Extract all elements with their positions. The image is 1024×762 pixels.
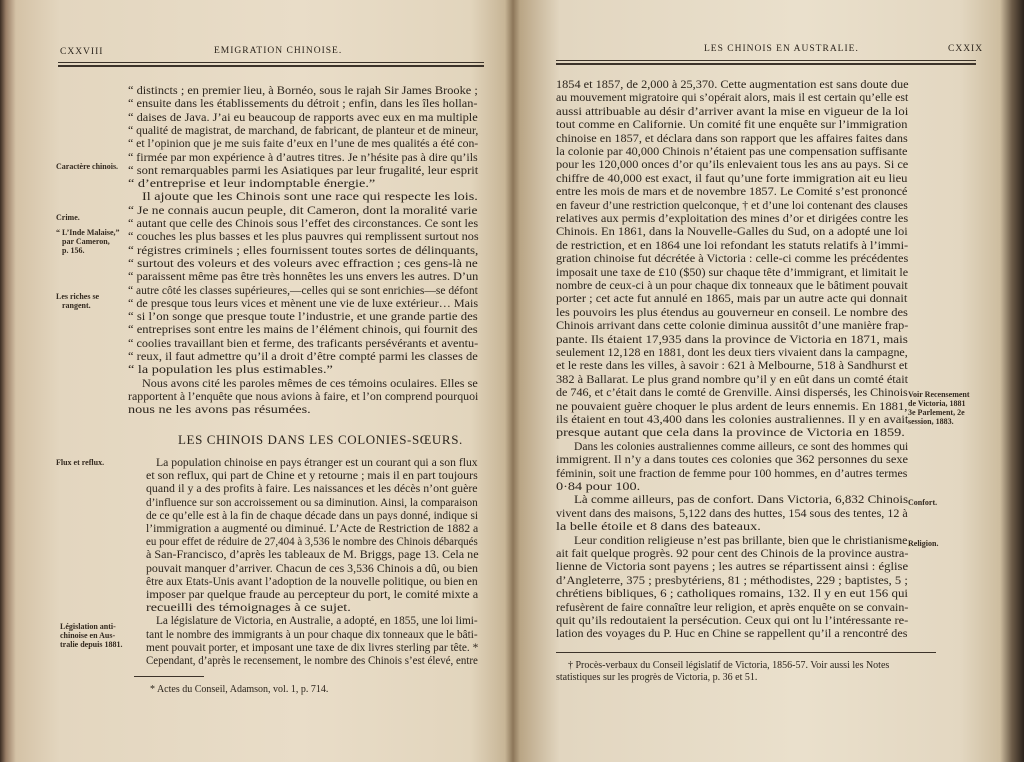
text-line: pour les 120,000 onces d’or qu’ils enlevaient tous les ans au pays. Si ce [556, 159, 909, 172]
text-line: “ couches les plus basses et les plus pauvres qui remplissent surtout nos [128, 231, 479, 244]
text-line: imposer par quelque fraude au percepteur du port, le comité mixte a [146, 589, 479, 601]
section-title: LES CHINOIS DANS LES COLONIES-SŒURS. [178, 432, 463, 447]
left-page-number: CXXVIII [60, 47, 104, 57]
text-line: chinoise en 1857, et déclara dans son rapport que les affaires faites dans [556, 132, 908, 145]
text-line: tant le nombre des immigrants à un pour chaque dix tonneaux que le bâti- [146, 628, 478, 641]
text-line: La législature de Victoria, en Australie, a adopté, en 1855, une loi limi- [156, 615, 478, 628]
text-line: imposait une taxe de £10 ($50) sur chaque tête d’immigrant, et limitait le [556, 266, 909, 279]
right-page [512, 0, 1024, 762]
right-header-rule-double [556, 63, 976, 65]
text-line: entre les mois de mars et de novembre 1857. Le Comité s’est prononcé [556, 186, 908, 199]
margin-note-inde-3: p. 156. [62, 246, 85, 255]
margin-note-voir-3: 3e Parlement, 2e [908, 408, 965, 417]
text-line: la belle étoile et 8 dans des bateaux. [556, 521, 761, 534]
margin-note-legis-2: chinoise en Aus- [60, 631, 116, 640]
text-line: pante. Ils étaient 17,935 dans la province de Victoria en 1871, mais [556, 333, 908, 346]
text-line: “ si l’on songe que presque toute l’industrie, et une grande partie des [128, 311, 478, 324]
text-line: lation des voyages du P. Huc en Chine se rappellent qu’il a rencontré des [556, 628, 908, 641]
text-line: la colonie par 40,000 Chinois n’étaient pas une compensation suffisante [556, 146, 908, 158]
text-line: 382 à Ballarat. Le plus grand nombre qu’il y en eût dans un comté était [556, 373, 909, 386]
margin-note-legis-1: Législation anti- [60, 622, 116, 631]
margin-note-voir-1: Voir Recensement [908, 390, 970, 399]
text-line: quit qu’ils redoutaient la persécution. Ceux qui ont lu l’intéressante re- [556, 615, 909, 627]
text-line: chrétiens bibliques, 6 ; catholiques romains, 132. Il y en eut 156 qui [556, 588, 909, 601]
margin-note-inde-1: “ L’Inde Malaise,” [56, 228, 120, 237]
text-line: “ qualité de magistrat, de marchand, de fabricant, de planteur et de mineur, [128, 124, 479, 137]
text-line: les pouvoirs les plus étendus au gouverneur en conseil. Le nombre des [556, 306, 908, 319]
text-line: d’Angleterre, 375 ; presbytériens, 81 ; méthodistes, 229 ; baptistes, 5 ; [556, 574, 908, 587]
margin-note-inde-2: par Cameron, [62, 237, 110, 246]
margin-note-riches-2: rangent. [62, 301, 91, 310]
text-line: être aux Etats-Unis avant l’adoption de la nouvelle politique, ou bien en [146, 575, 478, 588]
text-line: Cependant, d’après le recensement, le nombre des Chinois s’est élevé, entre [146, 655, 478, 667]
text-line: 0·84 pour 100. [556, 481, 641, 493]
text-line: “ et l’opinion que je me suis faite d’eux en l’une de mes qualités a été con- [128, 138, 479, 151]
margin-note-religion: Religion. [908, 539, 939, 548]
text-line: à San-Francisco, d’après les tableaux de M. Briggs, page 13. Cela ne [146, 549, 479, 562]
text-line: quand il y a des profits à faire. Les naissances et les décès n’ont guère [146, 483, 478, 496]
margin-note-legis-3: tralie depuis 1881. [60, 640, 123, 649]
text-line: refusèrent de faire connaître leur religion, et après enquête on se convain- [556, 601, 909, 614]
text-line: La population chinoise en pays étranger est un courant qui a son flux [156, 457, 478, 469]
text-line: “ distincts ; en premier lieu, à Bornéo, sous le rajah Sir James Brooke ; [128, 85, 478, 97]
text-line: de restriction, et en 1864 une loi refondant les statuts relatifs à l’immi- [556, 239, 909, 252]
text-line: au mouvement migratoire qui s’opérait alors, mais il est certain qu’elle est [556, 92, 909, 105]
text-line: rapportent à l’enquête que nous avions à faire, et l’on comprend pourquoi [128, 390, 479, 403]
text-line: ment pouvait porter, et imposant une taxe de dix livres sterling par tête. * [146, 641, 479, 654]
text-line: 1854 et 1857, de 2,000 à 25,370. Cette augmentation est sans doute due [556, 79, 909, 91]
text-line: ait fait quelque progrès. 92 pour cent des Chinois de la province austra- [556, 548, 909, 560]
text-line: Dans les colonies australiennes comme ailleurs, ce sont des hommes qui [574, 440, 909, 453]
margin-note-flux: Flux et reflux. [56, 458, 105, 467]
text-line: “ autre côté les classes supérieures,—celles qui se sont enrichies—se défont [128, 284, 478, 297]
text-line: lienne de Victoria sont payens ; les autres se répartissent ainsi : église [556, 561, 909, 574]
text-line: Chinois arrivant dans cette colonie diminua aussitôt d’une manière frap- [556, 320, 909, 333]
right-page-number: CXXIX [948, 44, 984, 54]
text-line: “ firmée par mon expérience à d’autres titres. Je n’hésite pas à dire qu’ils [128, 151, 478, 164]
text-line: d’influence sur son accroissement ou sa diminution. Ainsi, la comparaison [146, 496, 478, 509]
left-footnote: * Actes du Conseil, Adamson, vol. 1, p. 714. [150, 684, 329, 695]
right-header-rule [556, 60, 976, 61]
text-line: gration chinoise fut décrétée à Victoria : celle-ci comme les précédentes [556, 253, 909, 266]
text-line: “ reux, il faut admettre qu’il a droit d’être compté parmi les classes de [128, 351, 478, 363]
text-line: “ coolies travaillant bien et ferme, des traficants persévérants et aventu- [128, 337, 479, 350]
text-line: relatives aux permis d’exploitation des mines d’or et dirigées contre les [556, 213, 909, 225]
text-line: “ sont remarquables parmi les Asiatiques par leur frugalité, leur esprit [128, 164, 479, 177]
text-line: de 746, et c’était dans le comté de Grenville. Ainsi dispersés, les Chinois [556, 387, 908, 400]
text-line: vivent dans des maisons, 5,122 dans des huttes, 154 sous des tentes, 12 à [556, 507, 908, 520]
left-footnote-rule [134, 676, 204, 677]
text-line: “ d’entreprise et leur indomptable énergie.” [128, 178, 376, 191]
right-footnote-2: statistiques sur les progrès de Victoria, p. 36 et 51. [556, 672, 758, 683]
text-line: chiffre de 40,000 est exact, il faut qu’une forte immigration ait eu lieu [556, 172, 908, 185]
text-line: Chinois. En 1861, dans la Nouvelle-Galles du Sud, on a adopté une loi [556, 226, 908, 239]
left-header-rule [58, 62, 484, 63]
text-line: “ Je ne connais aucun peuple, dit Cameron, dont la moralité varie [128, 204, 478, 217]
left-header-rule-double [58, 65, 484, 67]
text-line: l’immigration a augmenté ou diminué. L’Acte de Restriction de 1882 a [146, 523, 479, 535]
text-line: “ surtout des voleurs et des voleurs avec effraction ; ces gens-là ne [128, 257, 478, 270]
margin-note-crime: Crime. [56, 213, 80, 222]
text-line: recueilli des témoignages à ce sujet. [146, 602, 351, 615]
text-line: Nous avons cité les paroles mêmes de ces témoins oculaires. Elles se [142, 377, 478, 390]
text-line: seulement 12,128 en 1881, dont les deux tiers vivaient dans la campagne, [556, 347, 908, 359]
text-line: aussi attribuable au désir d’arriver avant la mise en vigueur de la loi [556, 105, 909, 118]
right-footnote-rule [556, 652, 936, 653]
text-line: féminin, soit une fraction de femme pour 100 hommes, en d’autres termes [556, 467, 908, 480]
margin-note-caractere: Caractère chinois. [56, 162, 119, 171]
margin-note-voir-4: session, 1883. [908, 417, 954, 426]
text-line: presque autant que cela dans la province de Victoria en 1859. [556, 427, 905, 440]
text-line: “ de presque tous leurs vices et mènent une vie de luxe extérieur… Mais [128, 297, 479, 310]
margin-note-confort: Confort. [908, 498, 938, 507]
text-line: “ entreprises sont entre les mains de l’élément chinois, qui fournit des [128, 324, 478, 337]
text-line: porter ; cet acte fut annulé en 1865, mais par un autre acte qui donnait [556, 293, 908, 306]
text-line: en faveur d’une restriction quelconque, † et d’une loi contenant des clauses [556, 199, 908, 212]
margin-note-voir-2: de Victoria, 1881 [908, 399, 966, 408]
text-line: “ daises de Java. J’ai eu beaucoup de rapports avec eux en ma multiple [128, 111, 478, 124]
text-line: Leur condition religieuse n’est pas brillante, bien que le christianisme [574, 534, 908, 547]
text-line: “ paraissent même pas être très honnêtes les uns envers les autres. D’un [128, 271, 479, 284]
text-line: “ la population les plus estimables.” [128, 364, 333, 377]
text-line: et son reflux, qui part de Chine et y retourne ; mais il en part toujours [146, 470, 478, 483]
text-line: “ autant que celle des Chinois sous l’effet des circonstances. Ce sont les [128, 218, 479, 230]
left-running-title: EMIGRATION CHINOISE. [214, 46, 343, 56]
text-line: ne pouvaient guère choquer le plus ardent de leurs ennemis. En 1881, [556, 400, 908, 413]
margin-note-riches-1: Les riches se [56, 292, 100, 301]
text-line: “ ensuite dans les établissements du détroit ; enfin, dans les îles hollan- [128, 98, 478, 111]
text-line: immigrent. Il n’y a dans toutes ces colonies que 362 personnes du sexe [556, 454, 909, 467]
text-line: nombre de ceux-ci à un pour chaque dix tonneaux que le bâtiment pouvait [556, 280, 908, 292]
text-line: nous ne les avons pas résumées. [128, 404, 311, 417]
text-line: eu pour effet de réduire de 27,404 à 3,536 le nombre des Chinois débarqués [146, 536, 478, 549]
right-running-title: LES CHINOIS EN AUSTRALIE. [704, 44, 859, 54]
right-footnote-1: † Procès-verbaux du Conseil législatif de Victoria, 1856-57. Voir aussi les Notes [568, 660, 890, 671]
text-line: pouvait manquer d’arriver. Chacun de ces 3,536 Chinois a dû, ou bien [146, 562, 478, 575]
text-line: tout comme en Californie. Un comité fit une enquête sur l’immigration [556, 119, 908, 132]
text-line: “ régistres criminels ; elles fournissent toutes sortes de délinquants, [128, 244, 479, 257]
text-line: ils étaient en tout 43,400 dans les colonies australiennes. Il y en avait [556, 414, 909, 426]
text-line: de ce qu’elle est à la fin de chaque décade dans un pays donné, indique si [146, 509, 478, 522]
text-line: Il ajoute que les Chinois sont une race qui respecte les lois. [142, 191, 478, 204]
text-line: Là comme ailleurs, pas de confort. Dans Victoria, 6,832 Chinois [574, 494, 909, 507]
text-line: et le reste dans les villes, à savoir : 621 à Melbourne, 518 à Sandhurst et [556, 360, 908, 373]
